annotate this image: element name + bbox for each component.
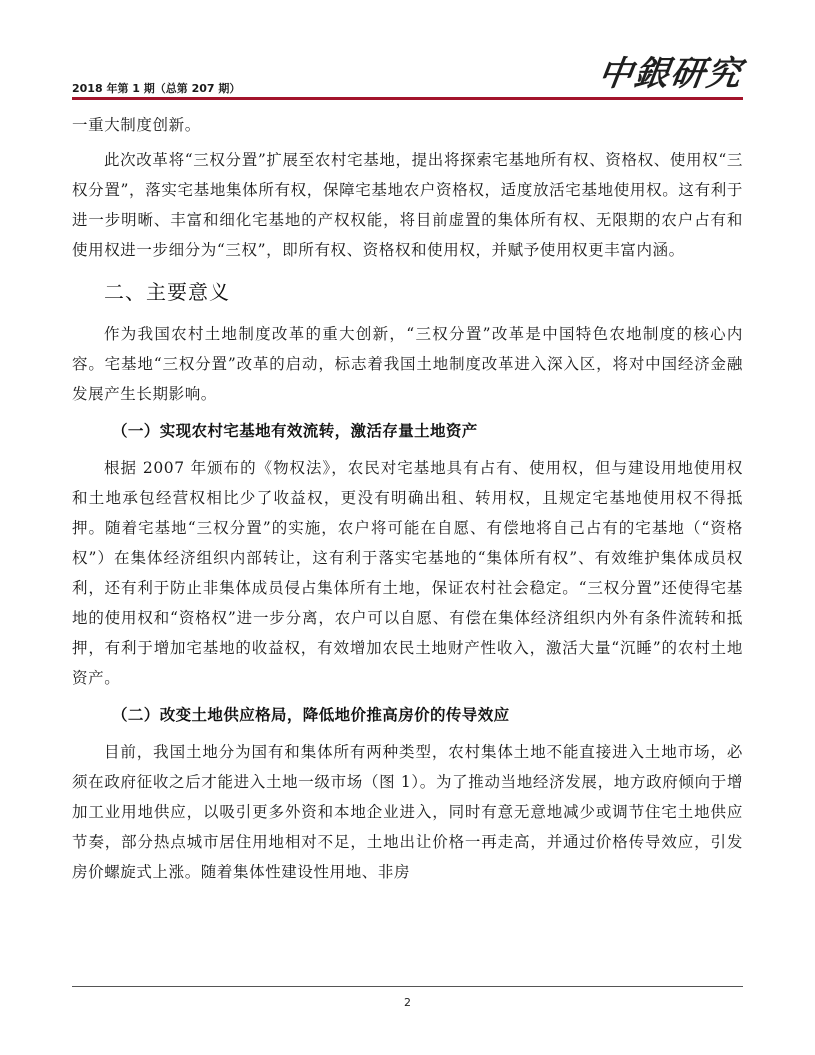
boc-research-logo: 中銀研究 [595, 54, 746, 94]
paragraph-three-rights-reform: 此次改革将“三权分置”扩展至农村宅基地，提出将探索宅基地所有权、资格权、使用权“三权分置”，落实宅基地集体所有权，保障宅基地农户资格权，适度放活宅基地使用权。这有利于进一步明晰、丰富和细化宅基地的产权权能，将目前虚置的集体所有权、无限期的农户占有和使用权进一步细分为“三权”，即所有权、资格权和使用权，并赋予使用权更丰富内涵。 [72, 151, 743, 259]
issue-label: 2018 年第 1 期（总第 207 期） [72, 82, 241, 95]
subheading-land-supply: （二）改变土地供应格局，降低地价推高房价的传导效应 [112, 706, 510, 724]
paragraph-significance-intro: 作为我国农村土地制度改革的重大创新，“三权分置”改革是中国特色农地制度的核心内容。宅基地“三权分置”改革的启动，标志着我国土地制度改革进入深入区，将对中国经济金融发展产生长期影响。 [72, 325, 743, 403]
paragraph-property-law: 根据 2007 年颁布的《物权法》，农民对宅基地具有占有、使用权，但与建设用地使用权和土地承包经营权相比少了收益权，更没有明确出租、转用权，且规定宅基地使用权不得抵押。随着宅基地“三权分置”的实施，农户将可能在自愿、有偿地将自己占有的宅基地（“资格权”）在集体经济组织内部转让，这有利于落实宅基地的“集体所有权”、有效维护集体成员权利，还有利于防止非集体成员侵占集体所有土地，保证农村社会稳定。“三权分置”还使得宅基地的使用权和“资格权”进一步分离，农户可以自愿、有偿在集体经济组织内外有条件流转和抵押，有利于增加宅基地的收益权，有效增加农民土地财产性收入，激活大量“沉睡”的农村土地资产。 [72, 459, 743, 687]
page-header [72, 40, 746, 102]
section-heading-main-significance: 二、主要意义 [104, 280, 230, 304]
paragraph-continued: 一重大制度创新。 [72, 116, 201, 134]
paragraph-land-market: 目前，我国土地分为国有和集体所有两种类型，农村集体土地不能直接进入土地市场，必须在政府征收之后才能进入土地一级市场（图 1）。为了推动当地经济发展，地方政府倾向于增加工业用地供应，以吸引更多外资和本地企业进入，同时有意无意地减少或调节住宅土地供应节奏，部分热点城市居住用地相对不足，土地出让价格一再走高，并通过价格传导效应，引发房价螺旋式上涨。随着集体性建设性用地、非房 [72, 743, 743, 881]
header-rule [72, 97, 743, 100]
subheading-homestead-transfer: （一）实现农村宅基地有效流转，激活存量土地资产 [112, 422, 478, 440]
footer-rule [72, 986, 743, 987]
document-body [72, 110, 743, 887]
page-number: 2 [404, 996, 411, 1009]
